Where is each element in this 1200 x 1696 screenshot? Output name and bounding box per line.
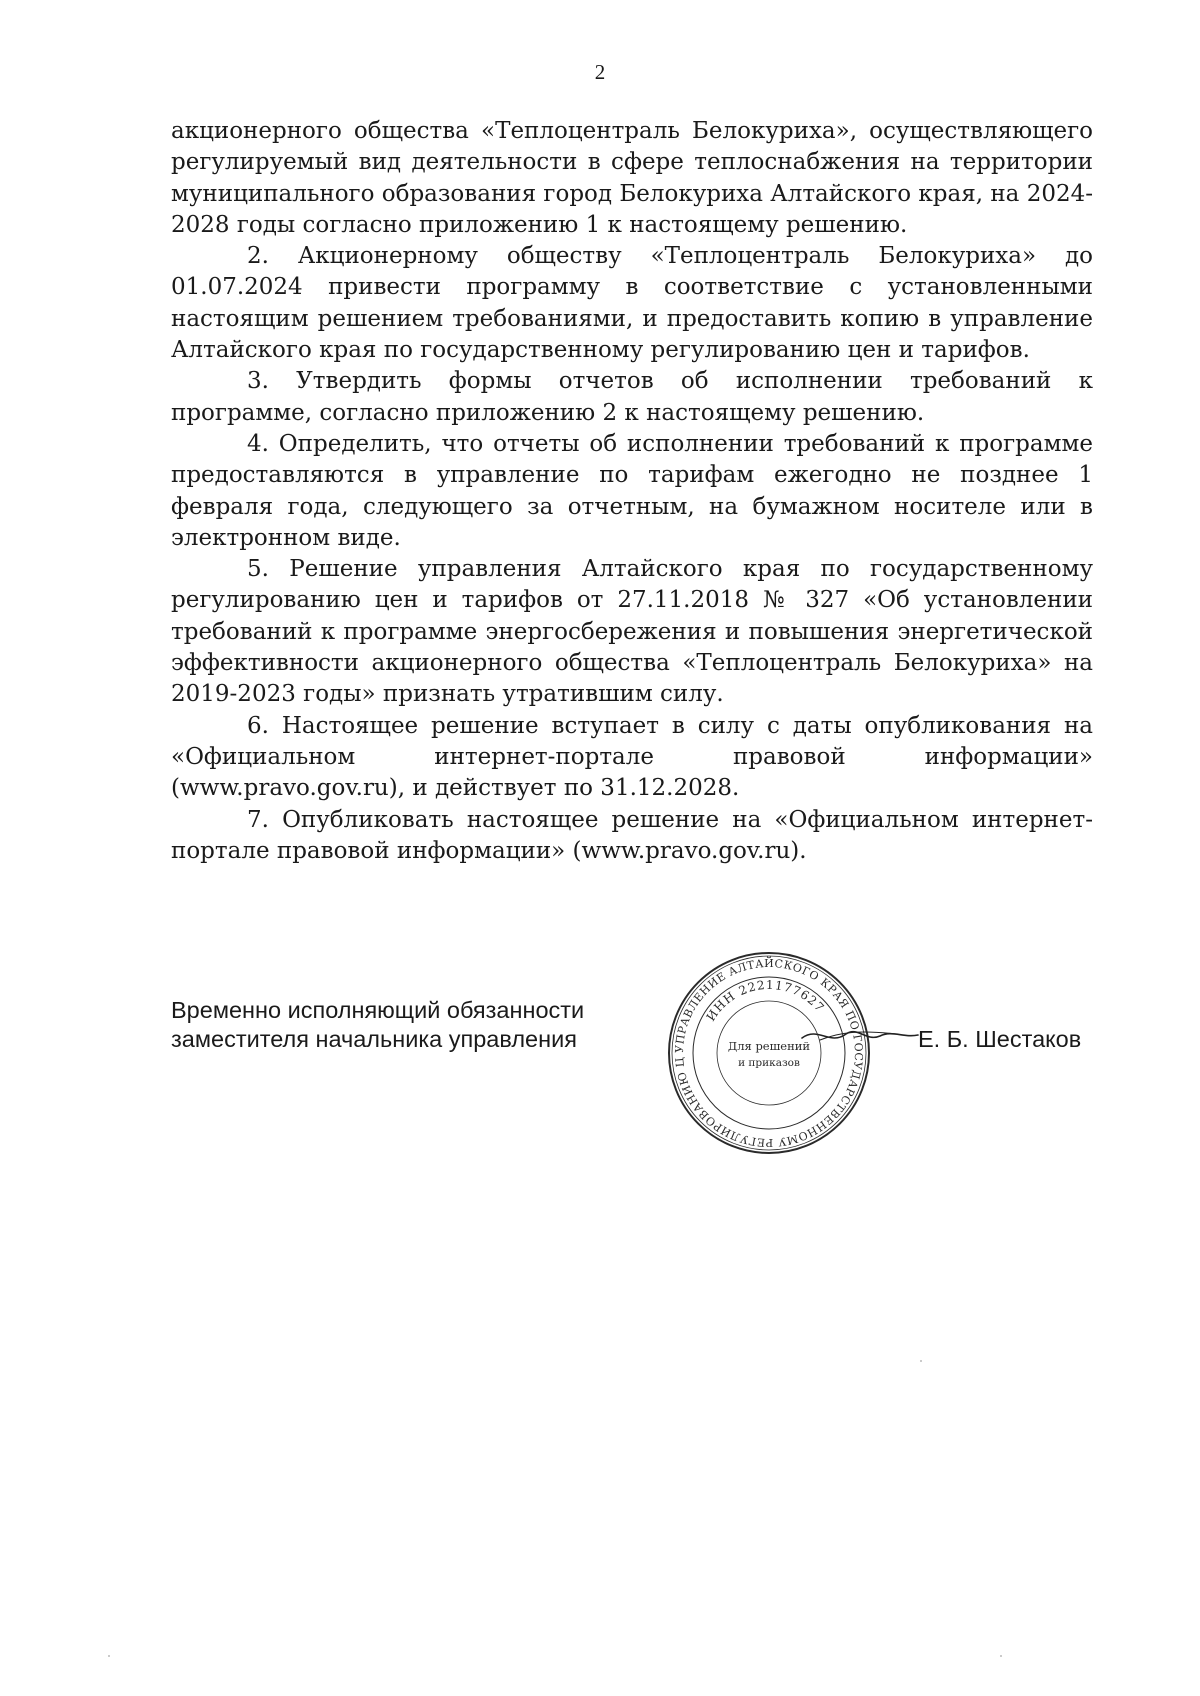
paragraph-item-6: 6. Настоящее решение вступает в силу с даты опубликования на «Официальном интернет-портале правовой информации» (www.pravo.gov.ru), и действует по 31.12.2028. xyxy=(171,712,1093,802)
signatory-position xyxy=(171,996,584,1054)
page-number: 2 xyxy=(594,60,606,84)
signatory-position-line-1: Временно исполняющий обязанности xyxy=(171,997,585,1023)
signatory-position-line-2: заместителя начальника управления xyxy=(171,1026,577,1052)
official-seal xyxy=(664,948,874,1158)
paragraph-item-2: 2. Акционерному обществу «Теплоцентраль Белокуриха» до 01.07.2024 привести программу в соответствие с установленными настоящим решением требованиями, и предоставить копию в управление Алтайского края по государственному регулированию цен и тарифов. xyxy=(171,243,1093,364)
scan-speck xyxy=(1000,1655,1002,1657)
signatory-name: Е. Б. Шестаков xyxy=(918,1026,1082,1052)
seal-center-line-1: Для решений xyxy=(727,1039,811,1053)
paragraph-item-3: 3. Утвердить формы отчетов об исполнении требований к программе, согласно приложению 2 к настоящему решению. xyxy=(171,368,1093,426)
document-body xyxy=(171,116,1093,867)
seal-graphic xyxy=(664,948,874,1158)
seal-center-line-2: и приказов xyxy=(738,1057,800,1069)
paragraph-item-4: 4. Определить, что отчеты об исполнении требований к программе предоставляются в управление по тарифам ежегодно не позднее 1 февраля года, следующего за отчетным, на бумажном носителе или в электронном виде. xyxy=(171,430,1093,551)
seal-inn-text: ИНН 2221177627 xyxy=(703,977,828,1024)
paragraph-item-5: 5. Решение управления Алтайского края по государственному регулированию цен и тарифов от 27.11.2018 № 327 «Об установлении требований к программе энергосбережения и повышения энергетической эффективности акционерного общества «Теплоцентраль Белокуриха» на 2019-2023 годы» признать утратившим силу. xyxy=(171,556,1093,708)
seal-outer-text: УПРАВЛЕНИЕ АЛТАЙСКОГО КРАЯ ПО ГОСУДАРСТВЕННОМУ РЕГУЛИРОВАНИЮ Ц xyxy=(672,956,866,1150)
scan-speck xyxy=(920,1360,922,1362)
paragraph-item-7: 7. Опубликовать настоящее решение на «Официальном интернет-портале правовой информации» (www.pravo.gov.ru). xyxy=(171,806,1093,864)
scan-speck xyxy=(108,1655,110,1657)
handwritten-signature xyxy=(800,1020,920,1050)
paragraph-continuation: акционерного общества «Теплоцентраль Белокуриха», осуществляющего регулируемый вид деятельности в сфере теплоснабжения на территории муниципального образования город Белокуриха Алтайского края, на 2024-2028 годы согласно приложению 1 к настоящему решению. xyxy=(171,118,1093,238)
